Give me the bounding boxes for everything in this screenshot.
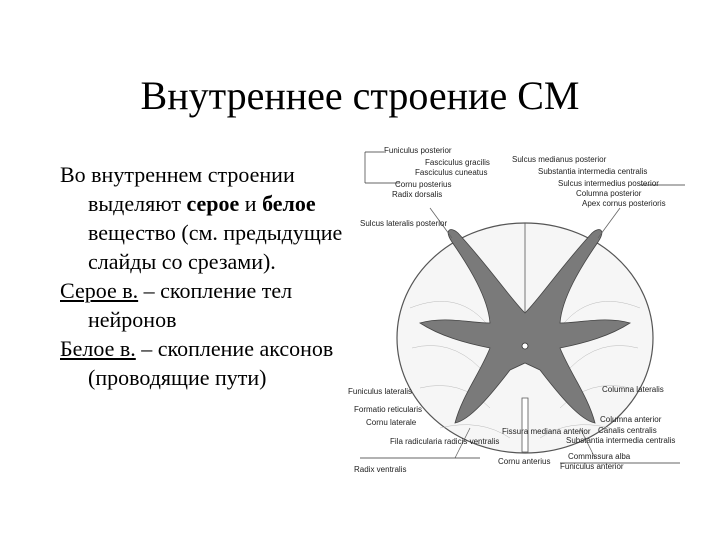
central-canal [522, 343, 528, 349]
label-columna-posterior: Columna posterior [576, 189, 642, 198]
slide-body [60, 160, 350, 392]
label-fissura-mediana-anterior: Fissura mediana anterior [502, 427, 591, 436]
slide-title: Внутреннее строение СМ [140, 73, 580, 118]
paragraph-white-matter [60, 334, 350, 392]
intro-text-mid: и [239, 191, 263, 216]
label-columna-anterior: Columna anterior [600, 415, 662, 424]
label-substantia-intermedia-centralis-bottom: Substantia intermedia centralis [566, 436, 676, 445]
label-radix-ventralis: Radix ventralis [354, 465, 407, 474]
label-cornu-anterius: Cornu anterius [498, 457, 551, 466]
white-matter-definition: – скопление аксонов (проводящие пути) [88, 336, 334, 390]
label-commissura-alba: Commissura alba [568, 452, 631, 461]
intro-text-after: вещество (см. предыдущие слайды со срезами). [88, 220, 343, 274]
spinal-cord-diagram [340, 138, 700, 483]
paragraph-intro [60, 160, 350, 276]
label-formatio-reticularis: Formatio reticularis [354, 405, 423, 414]
label-sulcus-medianus-posterior: Sulcus medianus posterior [512, 155, 607, 164]
label-fila-radicularia: Fila radicularia radicis ventralis [390, 437, 500, 446]
label-funiculus-lateralis: Funiculus lateralis [348, 387, 413, 396]
intro-text-before: Во внутреннем строении выделяют [60, 162, 295, 216]
gray-matter-definition: – скопление тел нейронов [88, 278, 293, 332]
label-columna-lateralis: Columna lateralis [602, 385, 664, 394]
label-sulcus-intermedius-posterior: Sulcus intermedius posterior [558, 179, 659, 188]
label-fasciculus-cuneatus: Fasciculus cuneatus [415, 168, 488, 177]
term-gray-matter: серое [186, 191, 240, 216]
label-funiculus-anterior: Funiculus anterior [560, 462, 624, 471]
label-apex-cornus-posterioris: Apex cornus posterioris [582, 199, 666, 208]
paragraph-gray-matter [60, 276, 350, 334]
label-cornu-posterius: Cornu posterius [395, 180, 452, 189]
label-canalis-centralis: Canalis centralis [598, 426, 657, 435]
anterior-median-fissure [522, 398, 528, 452]
label-sulcus-lateralis-posterior: Sulcus lateralis posterior [360, 219, 448, 228]
white-matter-term: Белое в. [60, 336, 136, 361]
label-substantia-intermedia-centralis-top: Substantia intermedia centralis [538, 167, 648, 176]
label-cornu-laterale: Cornu laterale [366, 418, 417, 427]
gray-matter-term: Серое в. [60, 278, 139, 303]
label-radix-dorsalis: Radix dorsalis [392, 190, 443, 199]
term-white-matter: белое [262, 191, 316, 216]
spinal-cord-cross-section-figure [340, 138, 700, 483]
label-fasciculus-gracilis: Fasciculus gracilis [425, 158, 490, 167]
label-funiculus-posterior: Funiculus posterior [384, 146, 452, 155]
